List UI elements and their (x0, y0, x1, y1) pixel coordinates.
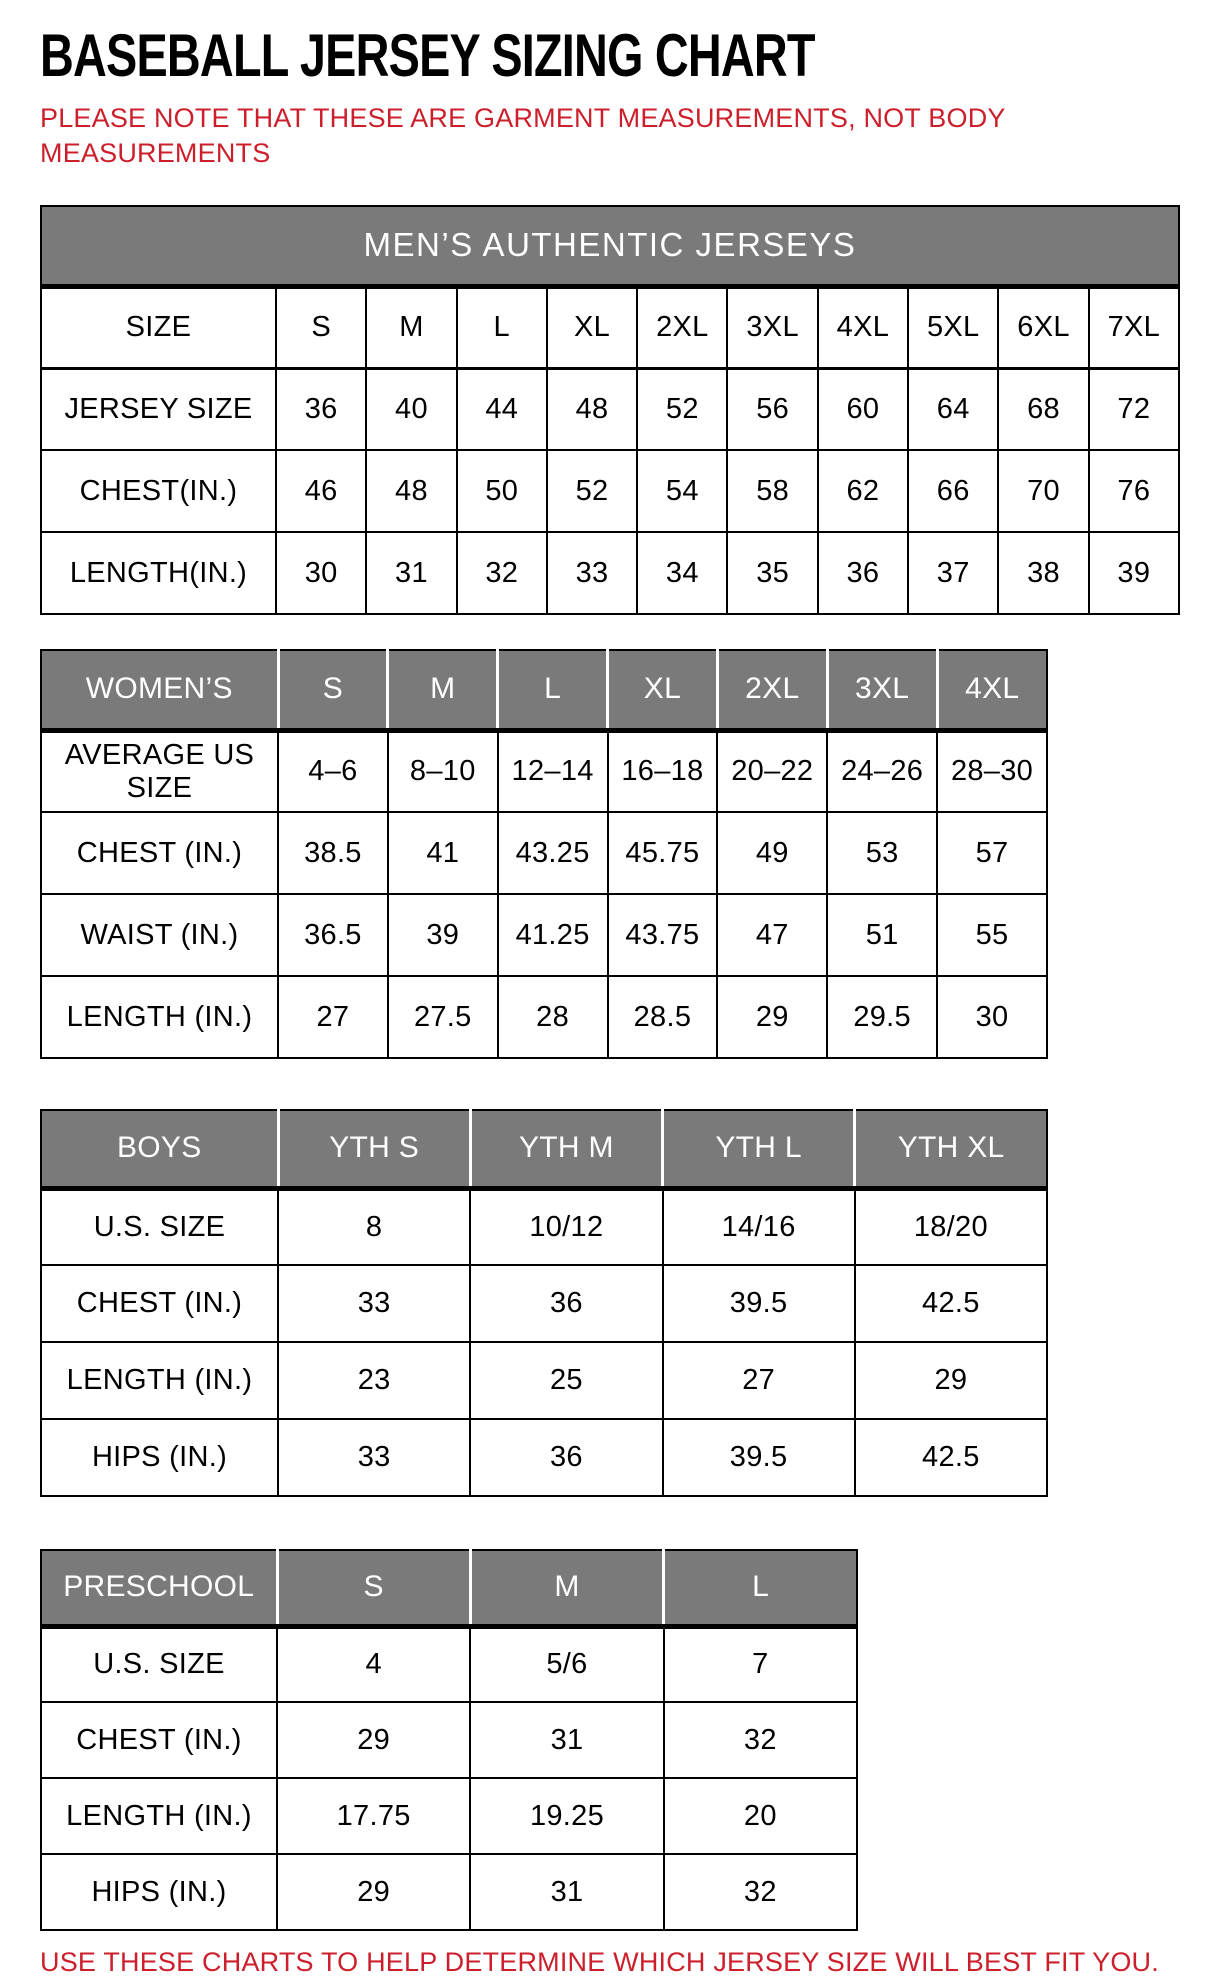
value-cell: 36 (818, 532, 908, 614)
table-row (41, 730, 1047, 812)
table-row (41, 894, 1047, 976)
table-row (41, 450, 1179, 532)
row-label: U.S. SIZE (41, 1626, 277, 1702)
value-cell: 62 (818, 450, 908, 532)
value-cell: 32 (664, 1854, 857, 1930)
value-cell: 28–30 (937, 730, 1047, 812)
table-row (41, 368, 1179, 450)
value-cell: 58 (727, 450, 817, 532)
value-cell: 39.5 (663, 1419, 855, 1496)
row-label: LENGTH(IN.) (41, 532, 276, 614)
value-cell: 42.5 (855, 1419, 1047, 1496)
mens-table-banner: MEN’S AUTHENTIC JERSEYS (41, 206, 1179, 286)
value-cell: 29 (717, 976, 827, 1058)
value-cell: 27 (663, 1342, 855, 1419)
value-cell: 28 (498, 976, 608, 1058)
value-cell: 10/12 (470, 1188, 662, 1265)
preschool-table (40, 1549, 858, 1931)
table-header-row (41, 1550, 857, 1626)
value-cell: 19.25 (470, 1778, 663, 1854)
value-cell: 39 (1089, 532, 1179, 614)
value-cell: 5/6 (470, 1626, 663, 1702)
value-cell: 23 (278, 1342, 470, 1419)
column-header: L (498, 650, 608, 730)
value-cell: 18/20 (855, 1188, 1047, 1265)
footer-note: USE THESE CHARTS TO HELP DETERMINE WHICH JERSEY SIZE WILL BEST FIT YOU. (40, 1947, 1159, 1978)
value-cell: S (276, 286, 366, 368)
row-label: LENGTH (IN.) (41, 1778, 277, 1854)
table-row (41, 1419, 1047, 1496)
value-cell: 7XL (1089, 286, 1179, 368)
value-cell: 2XL (637, 286, 727, 368)
value-cell: 32 (457, 532, 547, 614)
value-cell: 35 (727, 532, 817, 614)
measurement-note: PLEASE NOTE THAT THESE ARE GARMENT MEASUREMENTS, NOT BODY MEASUREMENTS (40, 103, 1006, 169)
value-cell: 8–10 (388, 730, 498, 812)
value-cell: 46 (276, 450, 366, 532)
value-cell: 44 (457, 368, 547, 450)
value-cell: 50 (457, 450, 547, 532)
value-cell: 60 (818, 368, 908, 450)
row-label: HIPS (IN.) (41, 1854, 277, 1930)
value-cell: 37 (908, 532, 998, 614)
value-cell: 33 (547, 532, 637, 614)
value-cell: 29 (277, 1854, 470, 1930)
column-header: S (277, 1550, 470, 1626)
table-row (41, 976, 1047, 1058)
value-cell: 36 (276, 368, 366, 450)
value-cell: 53 (827, 812, 937, 894)
column-header: L (664, 1550, 857, 1626)
column-header: 3XL (827, 650, 937, 730)
table-row (41, 1778, 857, 1854)
value-cell: 28.5 (608, 976, 718, 1058)
value-cell: 24–26 (827, 730, 937, 812)
table-row (41, 286, 1179, 368)
value-cell: 16–18 (608, 730, 718, 812)
row-label: LENGTH (IN.) (41, 1342, 278, 1419)
column-header: 4XL (937, 650, 1047, 730)
value-cell: 25 (470, 1342, 662, 1419)
boys-table (40, 1109, 1048, 1497)
value-cell: 33 (278, 1419, 470, 1496)
page-title-text: BASEBALL JERSEY SIZING CHART (40, 22, 815, 89)
value-cell: 30 (937, 976, 1047, 1058)
table-header-row (41, 650, 1047, 730)
table-row (41, 532, 1179, 614)
value-cell: 31 (470, 1854, 663, 1930)
value-cell: 64 (908, 368, 998, 450)
value-cell: 36 (470, 1265, 662, 1342)
row-label: CHEST(IN.) (41, 450, 276, 532)
row-label: CHEST (IN.) (41, 1702, 277, 1778)
value-cell: 72 (1089, 368, 1179, 450)
value-cell: 29 (855, 1342, 1047, 1419)
value-cell: 39.5 (663, 1265, 855, 1342)
table-title-cell: BOYS (41, 1110, 278, 1188)
value-cell: 14/16 (663, 1188, 855, 1265)
value-cell: 38.5 (278, 812, 388, 894)
value-cell: 48 (547, 368, 637, 450)
value-cell: 48 (366, 450, 456, 532)
value-cell: 27 (278, 976, 388, 1058)
column-header: YTH M (470, 1110, 662, 1188)
value-cell: 4–6 (278, 730, 388, 812)
table-row (41, 1702, 857, 1778)
value-cell: 39 (388, 894, 498, 976)
column-header: XL (608, 650, 718, 730)
value-cell: 47 (717, 894, 827, 976)
value-cell: 43.75 (608, 894, 718, 976)
value-cell: 45.75 (608, 812, 718, 894)
mens-jerseys-table (40, 205, 1180, 615)
value-cell: 6XL (998, 286, 1088, 368)
row-label: U.S. SIZE (41, 1188, 278, 1265)
value-cell: 49 (717, 812, 827, 894)
column-header: S (278, 650, 388, 730)
value-cell: 76 (1089, 450, 1179, 532)
column-header: M (470, 1550, 663, 1626)
value-cell: 52 (637, 368, 727, 450)
row-label: CHEST (IN.) (41, 1265, 278, 1342)
value-cell: 27.5 (388, 976, 498, 1058)
value-cell: 38 (998, 532, 1088, 614)
value-cell: 12–14 (498, 730, 608, 812)
value-cell: 66 (908, 450, 998, 532)
value-cell: 29.5 (827, 976, 937, 1058)
column-header: YTH S (278, 1110, 470, 1188)
value-cell: 36.5 (278, 894, 388, 976)
value-cell: 41 (388, 812, 498, 894)
value-cell: 70 (998, 450, 1088, 532)
value-cell: 31 (470, 1702, 663, 1778)
table-header-row (41, 1110, 1047, 1188)
row-label: CHEST (IN.) (41, 812, 278, 894)
table-title-cell: PRESCHOOL (41, 1550, 277, 1626)
table-row (41, 1265, 1047, 1342)
value-cell: 3XL (727, 286, 817, 368)
row-label: LENGTH (IN.) (41, 976, 278, 1058)
value-cell: 54 (637, 450, 727, 532)
value-cell: 56 (727, 368, 817, 450)
table-row (41, 1342, 1047, 1419)
value-cell: 7 (664, 1626, 857, 1702)
table-title-cell: WOMEN’S (41, 650, 278, 730)
value-cell: 43.25 (498, 812, 608, 894)
column-header: YTH L (663, 1110, 855, 1188)
value-cell: 68 (998, 368, 1088, 450)
row-label: JERSEY SIZE (41, 368, 276, 450)
table-row (41, 1854, 857, 1930)
value-cell: 36 (470, 1419, 662, 1496)
value-cell: 41.25 (498, 894, 608, 976)
value-cell: 42.5 (855, 1265, 1047, 1342)
value-cell: L (457, 286, 547, 368)
column-header: 2XL (717, 650, 827, 730)
value-cell: 57 (937, 812, 1047, 894)
value-cell: 4 (277, 1626, 470, 1702)
row-label: WAIST (IN.) (41, 894, 278, 976)
table-row (41, 1188, 1047, 1265)
column-header: M (388, 650, 498, 730)
row-label: AVERAGE US SIZE (41, 730, 278, 812)
row-label: HIPS (IN.) (41, 1419, 278, 1496)
value-cell: 20 (664, 1778, 857, 1854)
value-cell: 30 (276, 532, 366, 614)
row-label: SIZE (41, 286, 276, 368)
value-cell: 8 (278, 1188, 470, 1265)
value-cell: 29 (277, 1702, 470, 1778)
value-cell: 51 (827, 894, 937, 976)
value-cell: XL (547, 286, 637, 368)
value-cell: 33 (278, 1265, 470, 1342)
page-title (40, 24, 1180, 87)
value-cell: M (366, 286, 456, 368)
value-cell: 31 (366, 532, 456, 614)
table-row (41, 812, 1047, 894)
value-cell: 4XL (818, 286, 908, 368)
value-cell: 5XL (908, 286, 998, 368)
value-cell: 34 (637, 532, 727, 614)
value-cell: 52 (547, 450, 637, 532)
value-cell: 20–22 (717, 730, 827, 812)
table-row (41, 1626, 857, 1702)
table-row (41, 206, 1179, 286)
column-header: YTH XL (855, 1110, 1047, 1188)
value-cell: 55 (937, 894, 1047, 976)
womens-table (40, 649, 1048, 1059)
value-cell: 32 (664, 1702, 857, 1778)
value-cell: 17.75 (277, 1778, 470, 1854)
value-cell: 40 (366, 368, 456, 450)
